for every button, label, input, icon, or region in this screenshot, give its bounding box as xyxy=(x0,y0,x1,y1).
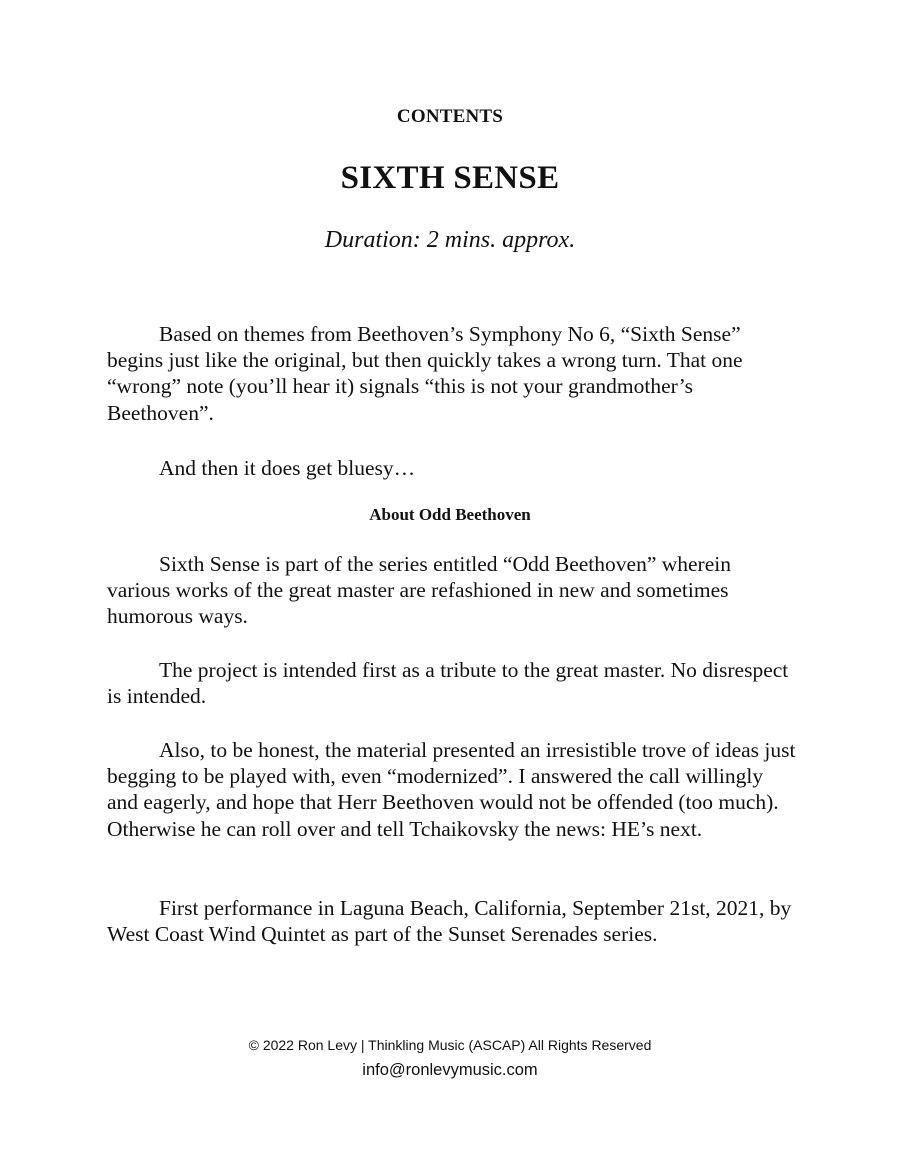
paragraph-series xyxy=(107,551,797,630)
paragraph-text: First performance in Laguna Beach, California, September 21st, 2021, by West Coast Wind Quintet as part of the Sunset Serenades series. xyxy=(107,896,792,947)
paragraph-text: Sixth Sense is part of the series entitled “Odd Beethoven” wherein various works of the great master are refashioned in new and sometimes humorous ways. xyxy=(107,552,731,629)
paragraph-text: Based on themes from Beethoven’s Symphony No 6, “Sixth Sense” begins just like the original, but then quickly takes a wrong turn. That one “wrong” note (you’ll hear it) signals “this is not your grandmother’s Beethoven”. xyxy=(107,322,743,425)
paragraph-text: Also, to be honest, the material presented an irresistible trove of ideas just begging to be played with, even “modernized”. I answered the call willingly and eagerly, and hope that Herr Beethoven would not be offended (too much). Otherwise he can roll over and tell Tchaikovsky the news: HE’s next. xyxy=(107,738,796,841)
paragraph-text: The project is intended first as a tribute to the great master. No disrespect is intended. xyxy=(107,658,789,709)
section-heading: About Odd Beethoven xyxy=(369,505,531,524)
paragraph-honest xyxy=(107,737,797,842)
paragraph-performance xyxy=(107,895,797,947)
page-title: SIXTH SENSE xyxy=(340,160,560,196)
paragraph-tribute xyxy=(107,657,797,709)
paragraph-bluesy xyxy=(107,455,797,481)
footer-copyright: © 2022 Ron Levy | Thinkling Music (ASCAP) All Rights Reserved xyxy=(248,1037,652,1053)
footer-email: info@ronlevymusic.com xyxy=(362,1061,538,1079)
duration-text: Duration: 2 mins. approx. xyxy=(324,227,576,253)
paragraph-intro xyxy=(107,321,797,426)
contents-label: CONTENTS xyxy=(396,106,504,127)
paragraph-text: And then it does get bluesy… xyxy=(159,456,416,480)
